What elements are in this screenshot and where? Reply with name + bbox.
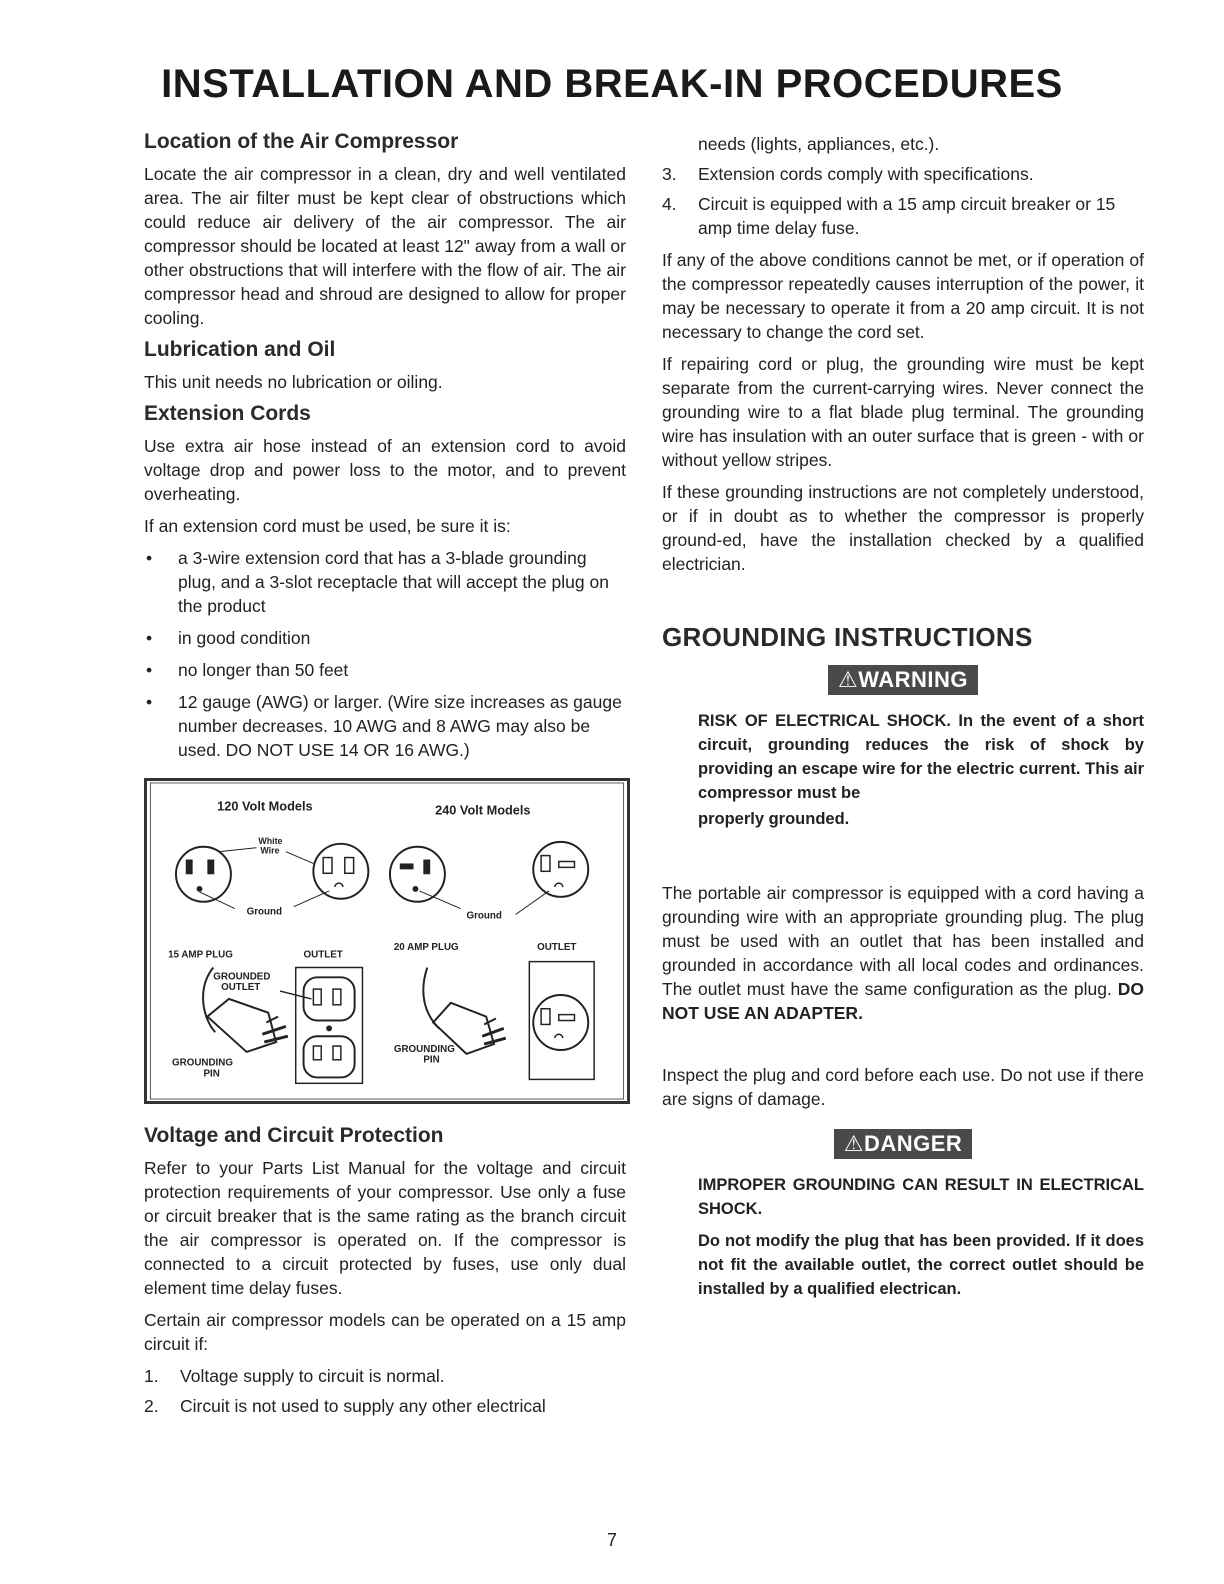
list-item — [662, 162, 1144, 186]
plug-outlet-diagram — [144, 778, 630, 1104]
lubrication-text: This unit needs no lubrication or oiling. — [144, 372, 443, 392]
grounding-pin-right-label-2: PIN — [423, 1054, 440, 1066]
list-item — [144, 1364, 626, 1388]
danger-text-1: IMPROPER GROUNDING CAN RESULT IN ELECTRICAL SHOCK. — [698, 1176, 1144, 1218]
warning-badge: ⚠WARNING — [828, 665, 978, 695]
item-number: 1. — [144, 1366, 159, 1386]
grounding-heading: GROUNDING INSTRUCTIONS — [662, 622, 1033, 652]
grounding-paragraph — [662, 881, 1144, 1025]
outlet-left-label: OUTLET — [303, 949, 343, 961]
item-text: Circuit is not used to supply any other electrical — [180, 1396, 546, 1416]
right-column — [662, 132, 1144, 1309]
item-number: 4. — [662, 194, 677, 214]
item-number: 3. — [662, 164, 677, 184]
grounded-outlet-label-2: OUTLET — [221, 982, 261, 994]
item-number: 2. — [144, 1396, 159, 1416]
list-item: • a 3-wire extension cord that has a 3-blade grounding plug, and a 3-slot receptacle that will accept the plug on the product — [144, 546, 626, 618]
list-item — [144, 1394, 626, 1418]
plug-outlet-illustration — [147, 781, 627, 1101]
warning-text-1: RISK OF ELECTRICAL SHOCK. In the event of a short circuit, grounding reduces the risk of shock by providing an escape wire for the electric current. This air compressor must be — [698, 712, 1144, 802]
grounded-outlet-label-1: GROUNDED — [213, 971, 271, 983]
extension-heading: Extension Cords — [144, 402, 311, 425]
plug-20-label: 20 AMP PLUG — [393, 941, 459, 953]
grounding-pin-left-label-2: PIN — [203, 1068, 220, 1080]
item-text: Extension cords comply with specifications. — [698, 164, 1034, 184]
plug-15-label: 15 AMP PLUG — [168, 949, 233, 961]
circuit-conditions-list — [144, 1364, 626, 1418]
item-text: Circuit is equipped with a 15 amp circuit breaker or 15 amp time delay fuse. — [698, 194, 1116, 238]
extension-text-1: Use extra air hose instead of an extension cord to avoid voltage drop and power loss to the motor, and to prevent overheating. — [144, 436, 626, 504]
ground-label-right: Ground — [466, 910, 502, 922]
list-item — [662, 192, 1144, 240]
list-item: • in good condition — [144, 626, 626, 650]
circuit-paragraph: If any of the above conditions cannot be met, or if operation of the compressor repeatedly causes interruption of the power, it may be necessary to operate it from a 20 amp circuit. It is not necessary to change the cord set. — [662, 250, 1144, 342]
list-item: • 12 gauge (AWG) or larger. (Wire size increases as gauge number decreases. 10 AWG and 8 AWG may also be used. DO NOT USE 14 OR 16 AWG.) — [144, 690, 626, 762]
label-240-volt: 240 Volt Models — [435, 802, 531, 818]
left-column — [144, 130, 626, 1426]
grounding-pin-right-label-1: GROUNDING — [393, 1043, 455, 1055]
voltage-heading: Voltage and Circuit Protection — [144, 1124, 444, 1147]
repair-paragraph: If repairing cord or plug, the grounding wire must be kept separate from the current-carrying wires. Never connect the grounding wire to a flat blade plug terminal. The grounding wire has insulation with an outer surface that is green - with or without yellow stripes. — [662, 354, 1144, 470]
page-number: 7 — [606, 1530, 617, 1550]
voltage-text-1: Refer to your Parts List Manual for the voltage and circuit protection requirements of your compressor. Use only a fuse or circuit breaker that is the same rating as the branch circuit the air compressor is operated on. If the compressor is connected to a circuit protected by fuses, use only dual element time delay fuses. — [144, 1158, 626, 1298]
danger-text-2: Do not modify the plug that has been provided. If it does not fit the available outlet, the correct outlet should be installed by a qualified electrican. — [698, 1232, 1144, 1298]
grounding-paragraph-text: The portable air compressor is equipped with a cord having a grounding wire with an appropriate grounding plug. The plug must be used with an outlet that has been installed and grounded in accordance with all local codes and ordinances. The outlet must have the same configuration as the plug. — [662, 883, 1144, 999]
danger-badge: ⚠DANGER — [834, 1129, 973, 1159]
extension-text-2: If an extension cord must be used, be sure it is: — [144, 516, 511, 536]
grounding-pin-left-label-1: GROUNDING — [172, 1057, 233, 1069]
label-120-volt: 120 Volt Models — [217, 798, 313, 814]
circuit-conditions-list-cont — [662, 162, 1144, 240]
outlet-right-label: OUTLET — [537, 941, 577, 953]
electrician-paragraph: If these grounding instructions are not completely understood, or if in doubt as to whether the compressor is properly ground-ed, have the installation checked by a qualified electrician. — [662, 482, 1144, 574]
location-text: Locate the air compressor in a clean, dry and well ventilated area. The air filter must be kept clear of obstructions which could reduce air delivery of the air compressor. The air compressor should be located at least 12" away from a wall or other obstructions that will interfere with the flow of air. The air compressor head and shroud are designed to allow for proper cooling. — [144, 164, 626, 328]
no-adapter-text: DO NOT USE AN ADAPTER. — [662, 979, 1144, 1023]
extension-requirements-list — [144, 546, 626, 762]
location-heading: Location of the Air Compressor — [144, 130, 459, 153]
voltage-text-2: Certain air compressor models can be operated on a 15 amp circuit if: — [144, 1310, 626, 1354]
list-item-continuation: needs (lights, appliances, etc.). — [698, 134, 940, 154]
ground-label-left: Ground — [246, 906, 283, 918]
page-title: INSTALLATION AND BREAK-IN PROCEDURES — [161, 62, 1063, 106]
item-text: Voltage supply to circuit is normal. — [180, 1366, 445, 1386]
inspect-paragraph: Inspect the plug and cord before each use. Do not use if there are signs of damage. — [662, 1065, 1144, 1109]
lubrication-heading: Lubrication and Oil — [144, 338, 336, 361]
white-wire-label-2: Wire — [260, 845, 280, 856]
white-wire-label-1: White — [258, 835, 283, 846]
warning-text-2: properly grounded. — [698, 810, 850, 828]
list-item: • no longer than 50 feet — [144, 658, 626, 682]
